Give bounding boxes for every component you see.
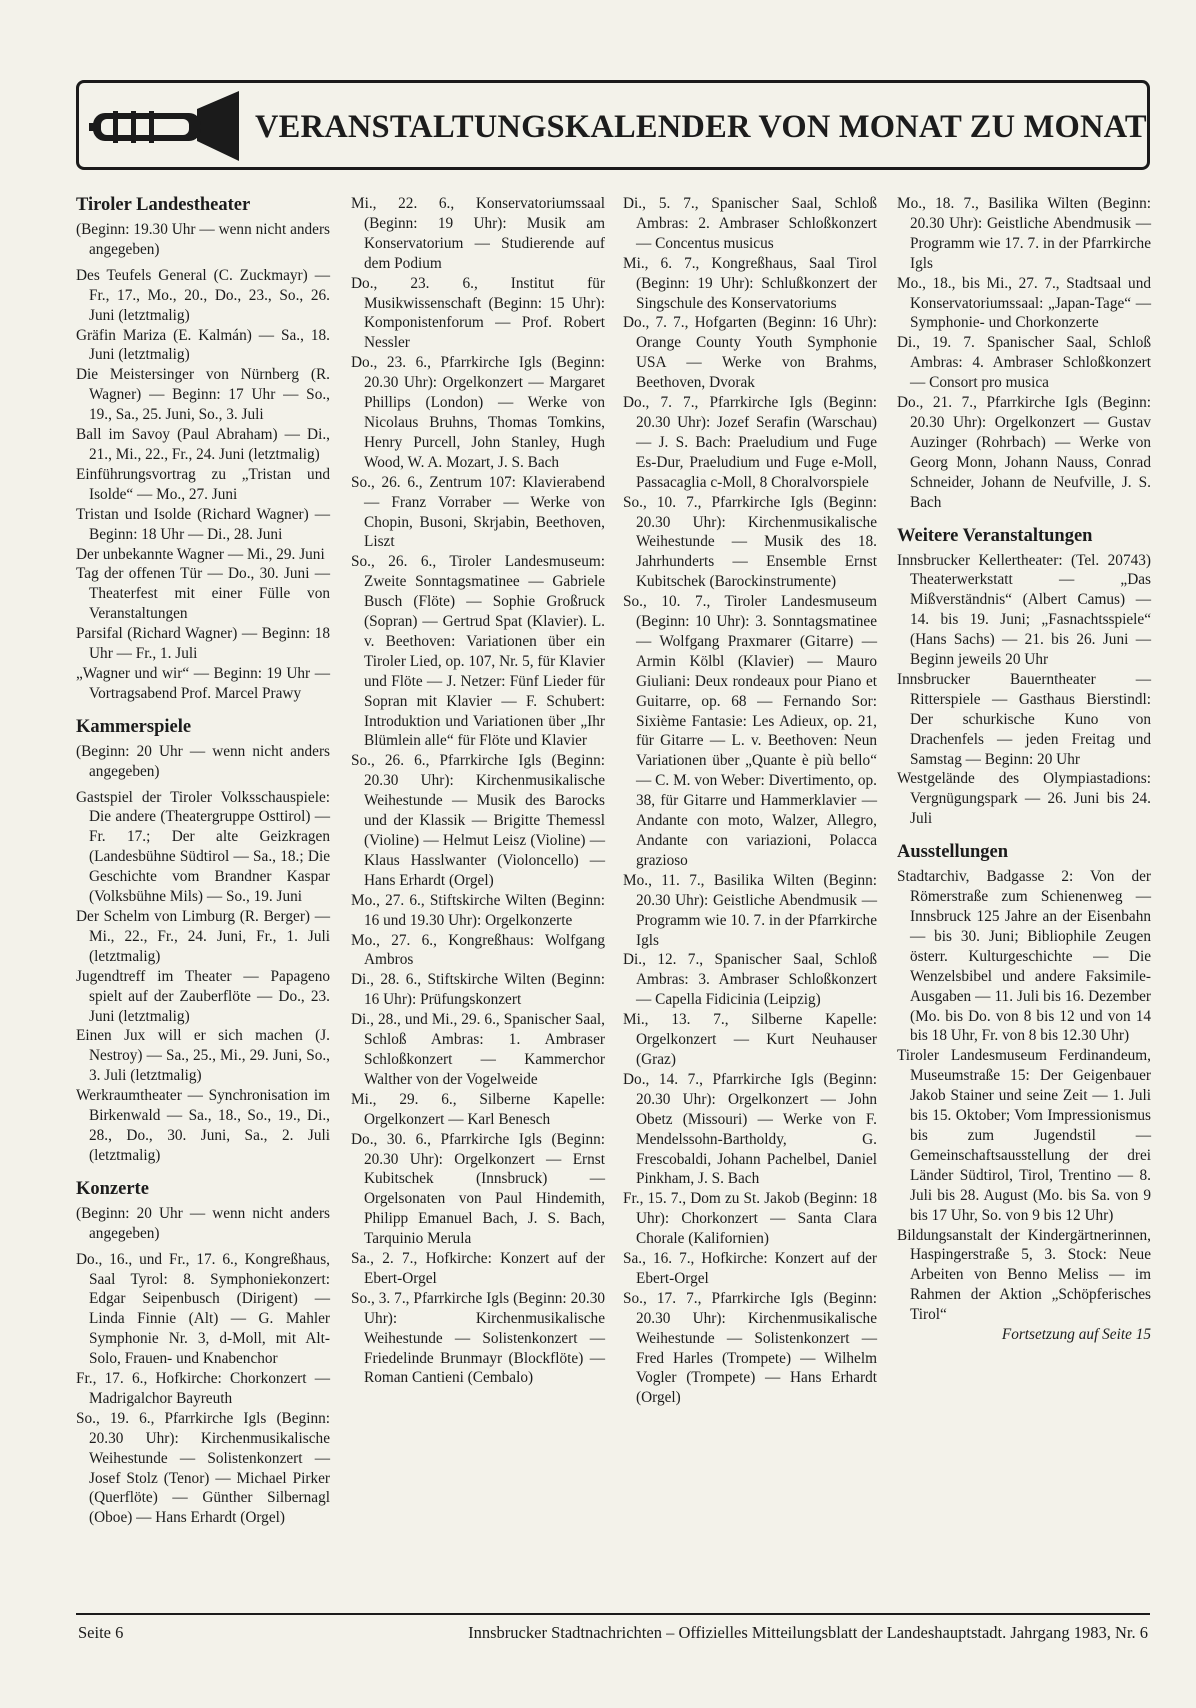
column-2 (351, 194, 605, 1388)
event-entry: Des Teufels General (C. Zuckmayr) — Fr., 17., Mo., 20., Do., 23., So., 26. Juni (letztmalig) (76, 266, 330, 324)
event-entry: Sa., 16. 7., Hofkirche: Konzert auf der Ebert-Orgel (623, 1250, 877, 1287)
section-note: (Beginn: 19.30 Uhr — wenn nicht anders angegeben) (76, 221, 330, 258)
event-entry: Werkraumtheater — Synchronisation im Birkenwald — Sa., 18., So., 19., Di., 28., Do., 30. Juni, Sa., 2. Juli (letztmalig) (76, 1087, 330, 1164)
section-heading: Tiroler Landestheater (76, 195, 251, 215)
section-heading: Ausstellungen (897, 842, 1009, 863)
event-entry: Do., 16., und Fr., 17. 6., Kongreßhaus, Saal Tyrol: 8. Symphoniekonzert: Edgar Seipenbusch (Dirigent) — Linda Finnie (Alt) — G. Mahler Symphonie Nr. 3, d-Moll, mit Alt-Solo, Frauen- und Knabenchor (76, 1250, 330, 1368)
calendar-header (76, 80, 1150, 170)
event-entry: Do., 23. 6., Pfarrkirche Igls (Beginn: 20.30 Uhr): Orgelkonzert — Margaret Phillips (London) — Werke von Nicolaus Bruhns, Thomas Tomkins, Henry Purcell, John Stanley, Hugh Wood, W. A. Mozart, J. S. Bach (351, 354, 605, 471)
event-entry: So., 26. 6., Zentrum 107: Klavierabend — Franz Vorraber — Werke von Chopin, Busoni, Skrjabin, Beethoven, Liszt (351, 473, 605, 551)
event-entry: So., 19. 6., Pfarrkirche Igls (Beginn: 20.30 Uhr): Kirchenmusikalische Weihestunde — Solistenkonzert — Josef Stolz (Tenor) — Michael Pirker (Querflöte) — Günther Silbernagl (Oboe) — Hans Erhardt (Orgel) (76, 1409, 330, 1527)
section-note: (Beginn: 20 Uhr — wenn nicht anders angegeben) (76, 1204, 330, 1242)
event-entry: Mi., 29. 6., Silberne Kapelle: Orgelkonzert — Karl Benesch (351, 1090, 605, 1128)
event-entry: Tag der offenen Tür — Do., 30. Juni — Theaterfest mit einer Fülle von Veranstaltungen (76, 565, 330, 623)
event-entry: Mo., 27. 6., Stiftskirche Wilten (Beginn: 16 und 19.30 Uhr): Orgelkonzerte (351, 891, 605, 929)
event-entry: Tristan und Isolde (Richard Wagner) — Beginn: 18 Uhr — Di., 28. Juni (76, 505, 330, 543)
event-entry: Einführungsvortrag zu „Tristan und Isolde“ — Mo., 27. Juni (76, 465, 330, 503)
event-entry: Stadtarchiv, Badgasse 2: Von der Römerstraße zum Schienenweg — Innsbruck 125 Jahre an der Eisenbahn — bis 30. Juni; Bibliophile Zeugen österr. Kulturgeschichte — Die Wenzelsbibel und andere Faksimile-Ausgaben — 11. Juli bis 16. Dezember (Mo. bis Do. von 8 bis 12 und von 14 bis 18 Uhr, Fr. von 8 bis 12.30 Uhr) (897, 868, 1151, 1045)
event-entry: Fr., 17. 6., Hofkirche: Chorkonzert — Madrigalchor Bayreuth (76, 1370, 330, 1407)
section-heading: Kammerspiele (76, 716, 192, 737)
event-entry: Do., 7. 7., Hofgarten (Beginn: 16 Uhr): Orange County Youth Symphonie USA — Werke von Brahms, Beethoven, Dvorak (623, 314, 877, 392)
event-entry: Gastspiel der Tiroler Volksschauspiele: Die andere (Theatergruppe Osttirol) — Fr. 17.; Der alte Geizkragen (Landesbühne Südtirol — Sa., 18.; Die Geschichte vom Brandner Kaspar (Volksbühne Mils) — So., 19. Juni (76, 788, 330, 906)
event-entry: Gräfin Mariza (E. Kalmán) — Sa., 18. Juni (letztmalig) (76, 326, 330, 364)
event-entry: Parsifal (Richard Wagner) — Beginn: 18 Uhr — Fr., 1. Juli (76, 625, 330, 663)
continuation-note: Fortsetzung auf Seite 15 (1001, 1326, 1151, 1344)
event-entry: Di., 28. 6., Stiftskirche Wilten (Beginn: 16 Uhr): Prüfungskonzert (351, 971, 605, 1009)
event-entry: Do., 14. 7., Pfarrkirche Igls (Beginn: 20.30 Uhr): Orgelkonzert — John Obetz (Missouri) — Werke von F. Mendelssohn-Bartholdy, G. Frescobaldi, Johann Pachelbel, Daniel Pinkham, J. S. Bach (623, 1070, 877, 1188)
event-entry: Mo., 18. 7., Basilika Wilten (Beginn: 20.30 Uhr): Geistliche Abendmusik — Programm wie 17. 7. in der Pfarrkirche Igls (897, 195, 1151, 272)
event-entry: Innsbrucker Bauerntheater — Ritterspiele — Gasthaus Bierstindl: Der schurkische Kuno von Drachenfels — jeden Freitag und Samstag — Beginn: 20 Uhr (897, 670, 1151, 768)
event-entry: Ball im Savoy (Paul Abraham) — Di., 21., Mi., 22., Fr., 24. Juni (letztmalig) (76, 426, 330, 463)
event-entry: So., 26. 6., Pfarrkirche Igls (Beginn: 20.30 Uhr): Kirchenmusikalische Weihestunde — Musik des Barocks und der Klassik — Brigitte Themessl (Violine) — Helmut Leisz (Violine) — Klaus Hasslwanter (Violoncello) — Hans Erhardt (Orgel) (351, 752, 605, 889)
event-entry: So., 17. 7., Pfarrkirche Igls (Beginn: 20.30 Uhr): Kirchenmusikalische Weihestunde — Solistenkonzert — Fred Harles (Trompete) — Wilhelm Vogler (Trompete) — Hans Erhardt (Orgel) (623, 1289, 877, 1407)
footer (76, 1613, 1150, 1642)
column-3 (623, 194, 877, 1408)
event-entry: Do., 23. 6., Institut für Musikwissenschaft (Beginn: 15 Uhr): Komponistenforum — Prof. Robert Nessler (351, 274, 605, 352)
event-entry: So., 10. 7., Tiroler Landesmuseum (Beginn: 10 Uhr): 3. Sonntagsmatinee — Wolfgang Praxmarer (Gitarre) — Armin Kölbl (Klavier) — Mauro Giuliani: Deux rondeaux pour Piano et Guitarre, op. 68 — Fernando Sor: Sixième Fantasie: Les Adieux, op. 21, für Gitarre — L. v. Beethoven: Neun Variationen über „Quante è più bello“ — C. M. von Weber: Divertimento, op. 38, für Gitarre und Hammerklavier — Andante con moto, Walzer, Allegro, Andante con variazioni, Polacca grazioso (623, 593, 877, 869)
event-entry: „Wagner und wir“ — Beginn: 19 Uhr — Vortragsabend Prof. Marcel Prawy (76, 664, 330, 702)
page-title: VERANSTALTUNGSKALENDER VON MONAT ZU MONAT (255, 109, 1147, 145)
event-entry: Tiroler Landesmuseum Ferdinandeum, Museumstraße 15: Der Geigenbauer Jakob Stainer und seine Zeit — 1. Juli bis 15. Oktober; Vom Impressionismus bis zum Jugendstil — Gemeinschaftsausstellung der drei Länder Südtirol, Tirol, Trentino — 8. Juli bis 28. August (Mo. bis Sa. von 9 bis 17 Uhr, So. von 9 bis 12 Uhr) (897, 1047, 1151, 1224)
event-entry: Fr., 15. 7., Dom zu St. Jakob (Beginn: 18 Uhr): Chorkonzert — Santa Clara Chorale (Kalifornien) (623, 1190, 877, 1248)
event-entry: Die Meistersinger von Nürnberg (R. Wagner) — Beginn: 17 Uhr — So., 19., Sa., 25. Juni, So., 3. Juli (76, 366, 330, 424)
page-number: Seite 6 (78, 1623, 124, 1642)
event-entry: Do., 7. 7., Pfarrkirche Igls (Beginn: 20.30 Uhr): Jozef Serafin (Warschau) — J. S. Bach: Praeludium und Fuge Es-Dur, Praeludium und Fuge e-Moll, Passacaglia c-Moll, 8 Choralvorspiele (623, 394, 877, 491)
event-entry: So., 3. 7., Pfarrkirche Igls (Beginn: 20.30 Uhr): Kirchenmusikalische Weihestunde — Solistenkonzert — Friedelinde Brunmayr (Blockflöte) — Roman Cantieni (Cembalo) (351, 1289, 605, 1387)
event-entry: Der Schelm von Limburg (R. Berger) — Mi., 22., Fr., 24. Juni, Fr., 1. Juli (letztmalig) (76, 908, 330, 965)
event-entry: Do., 30. 6., Pfarrkirche Igls (Beginn: 20.30 Uhr): Orgelkonzert — Ernst Kubitschek (Innsbruck) — Orgelsonaten von Paul Hindemith, Philipp Emanuel Bach, J. S. Bach, Tarquinio Merula (351, 1130, 605, 1248)
trumpet-icon (87, 89, 247, 163)
event-entry: Di., 19. 7. Spanischer Saal, Schloß Ambras: 4. Ambraser Schloßkonzert — Consort pro musica (897, 334, 1151, 392)
column-1 (76, 194, 330, 1528)
section-heading: Weitere Veranstaltungen (897, 525, 1093, 546)
event-entry: Jugendtreff im Theater — Papageno spielt auf der Zauberflöte — Do., 23. Juni (letztmalig) (76, 967, 330, 1025)
event-entry: So., 26. 6., Tiroler Landesmuseum: Zweite Sonntagsmatinee — Gabriele Busch (Flöte) — Sophie Großruck (Sopran) — Gertrud Spat (Klavier). L. v. Beethoven: Variationen über ein Tiroler Lied, op. 107, Nr. 5, für Klavier und Flöte — J. Netzer: Fünf Lieder für Sopran mit Klavier — F. Schubert: Introduktion und Variationen über „Ihr Blümlein alle“ für Flöte und Klavier (351, 553, 605, 750)
event-entry: Innsbrucker Kellertheater: (Tel. 20743) Theaterwerkstatt — „Das Mißverständnis“ (Albert Camus) — 14. bis 19. Juni; „Fasnachtsspiele“ (Hans Sachs) — 21. bis 26. Juni — Beginn jeweils 20 Uhr (897, 551, 1151, 669)
event-entry: Mo., 18., bis Mi., 27. 7., Stadtsaal und Konservatoriumssaal: „Japan-Tage“ — Symphonie- und Chorkonzerte (897, 274, 1151, 332)
event-entry: Di., 5. 7., Spanischer Saal, Schloß Ambras: 2. Ambraser Schloßkonzert — Concentus musicus (623, 195, 877, 252)
event-entry: Do., 21. 7., Pfarrkirche Igls (Beginn: 20.30 Uhr): Orgelkonzert — Gustav Auzinger (Rohrbach) — Werke von Georg Monn, Johann Nauss, Conrad Schneider, Johann de Neufville, J. S. Bach (897, 394, 1151, 511)
event-entry: Di., 12. 7., Spanischer Saal, Schloß Ambras: 3. Ambraser Schloßkonzert — Capella Fidicinia (Leipzig) (623, 951, 877, 1009)
section-heading: Konzerte (76, 1178, 149, 1199)
event-entry: Mi., 6. 7., Kongreßhaus, Saal Tirol (Beginn: 19 Uhr): Schlußkonzert der Singschule des Konservatoriums (623, 254, 877, 312)
event-entry: Mo., 11. 7., Basilika Wilten (Beginn: 20.30 Uhr): Geistliche Abendmusik — Programm wie 10. 7. in der Pfarrkirche Igls (623, 871, 877, 949)
publication-line: Innsbrucker Stadtnachrichten – Offizielles Mitteilungsblatt der Landeshauptstadt. Jahrgang 1983, Nr. 6 (468, 1623, 1148, 1642)
event-entry: Westgelände des Olympiastadions: Vergnügungspark — 26. Juni bis 24. Juli (897, 770, 1151, 828)
event-entry: Mi., 13. 7., Silberne Kapelle: Orgelkonzert — Kurt Neuhauser (Graz) (623, 1011, 877, 1068)
event-entry: Di., 28., und Mi., 29. 6., Spanischer Saal, Schloß Ambras: 1. Ambraser Schloßkonzert — Kammerchor Walther von der Vogelweide (351, 1011, 605, 1088)
event-entry: Sa., 2. 7., Hofkirche: Konzert auf der Ebert-Orgel (351, 1250, 605, 1287)
event-entry: Mi., 22. 6., Konservatoriumssaal (Beginn: 19 Uhr): Musik am Konservatorium — Studierende auf dem Podium (351, 195, 605, 272)
column-4 (897, 194, 1151, 1345)
event-entry: Bildungsanstalt der Kindergärtnerinnen, Haspingerstraße 5, 3. Stock: Neue Arbeiten von Benno Meliss — im Rahmen der Aktion „Schöpferisches Tirol“ (897, 1226, 1151, 1324)
event-entry: Der unbekannte Wagner — Mi., 29. Juni (76, 545, 325, 563)
section-note: (Beginn: 20 Uhr — wenn nicht anders angegeben) (76, 742, 330, 780)
event-entry: Einen Jux will er sich machen (J. Nestroy) — Sa., 25., Mi., 29. Juni, So., 3. Juli (letztmalig) (76, 1027, 330, 1085)
event-entry: So., 10. 7., Pfarrkirche Igls (Beginn: 20.30 Uhr): Kirchenmusikalische Weihestunde — Musik des 18. Jahrhunderts — Ensemble Ernst Kubitschek (Barockinstrumente) (623, 493, 877, 591)
event-entry: Mo., 27. 6., Kongreßhaus: Wolfgang Ambros (351, 931, 605, 969)
